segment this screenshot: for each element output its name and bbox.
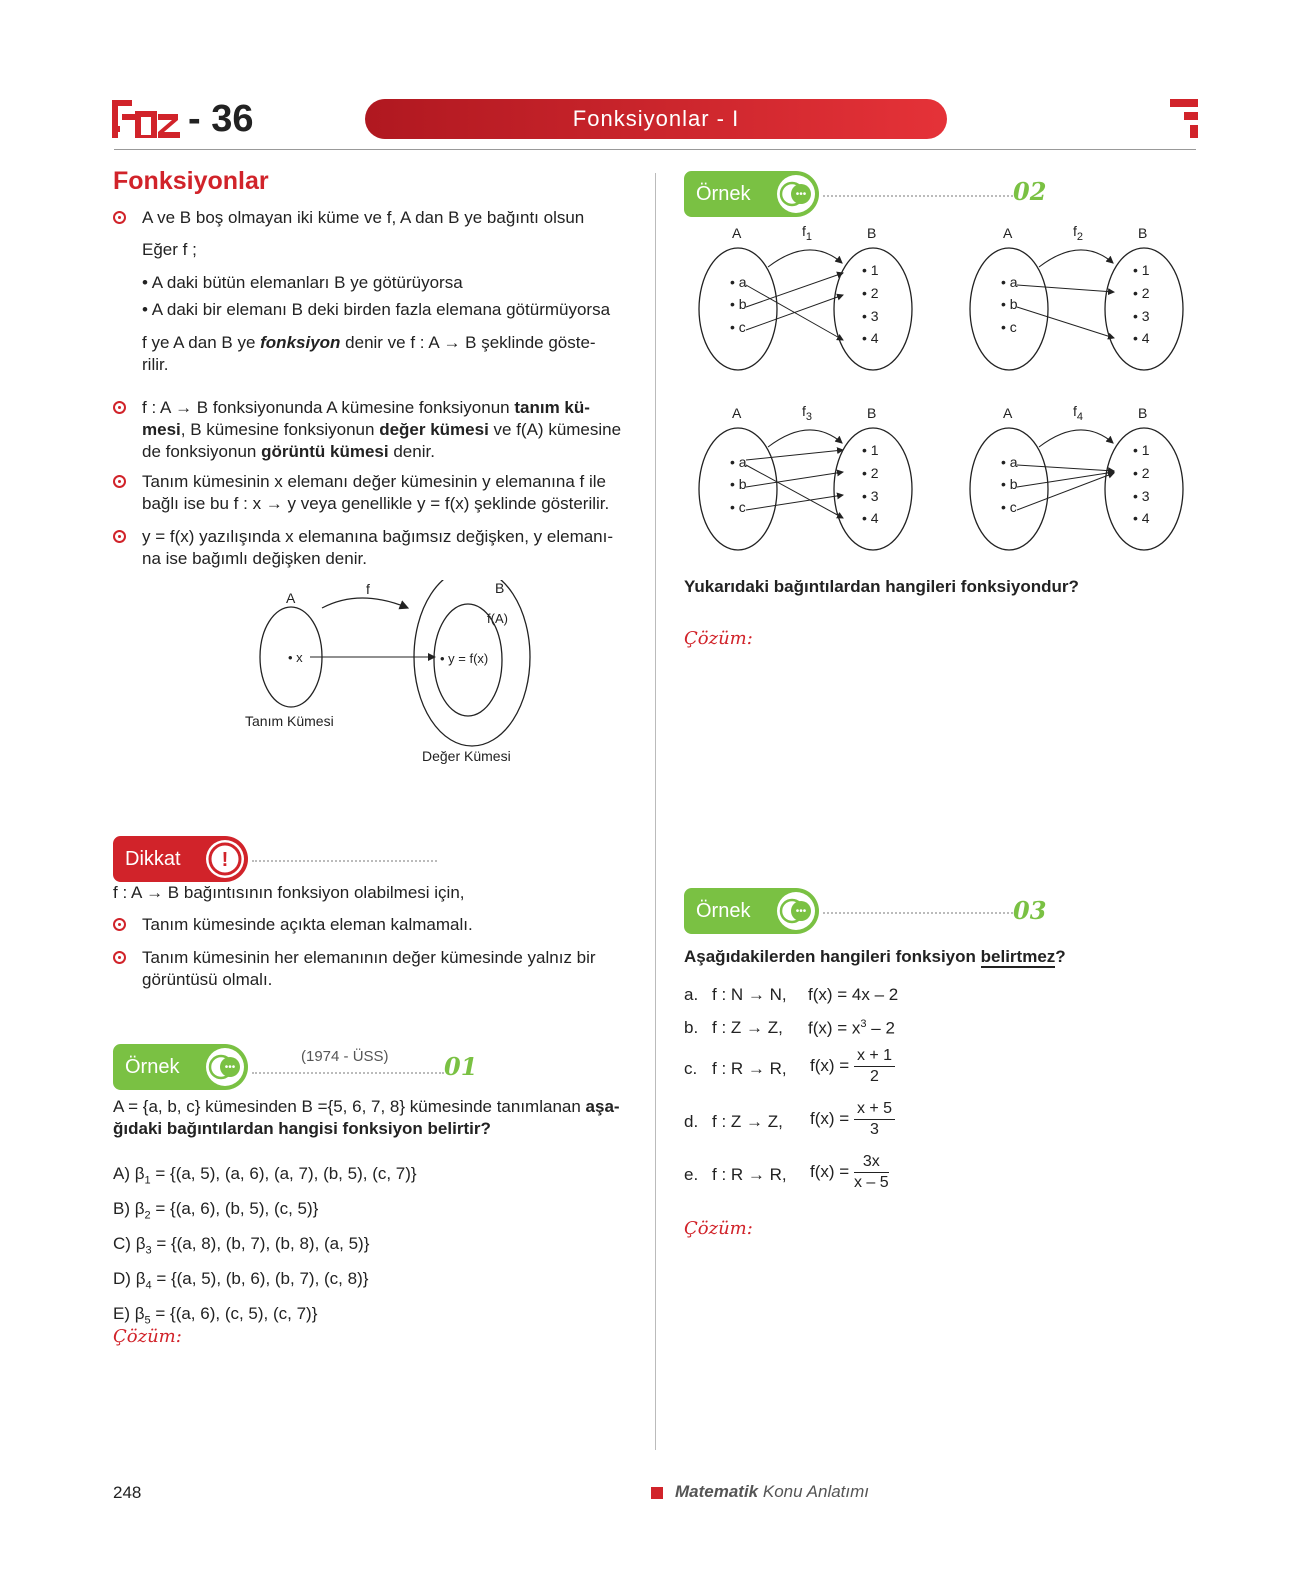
diagram-element-x: • x — [288, 650, 303, 665]
diagram-label-f: f — [366, 581, 370, 597]
bullet-icon — [113, 530, 126, 543]
diagram-f4: A $f_4$ B • a • b • c • 1 • 2 • 3 • 4 — [1001, 403, 1150, 526]
variable-definition: y = f(x) yazılışında x elemanına bağımsız değişken, y elemanı- na ise bağımlı değişken denir. — [142, 527, 614, 568]
diagram-f2: A $f_2$ B • a • b • c • 1 • 2 • 3 • 4 — [1001, 223, 1150, 346]
example-dots — [823, 195, 1013, 197]
svg-text:!: ! — [221, 849, 229, 871]
bullet-icon — [113, 951, 126, 964]
page-number: 248 — [113, 1483, 142, 1502]
header-rule — [114, 149, 1196, 150]
faz-logo — [112, 100, 182, 138]
diagram-f1: A $f_1$ B • a • b • c • 1 • 2 • 3 • 4 — [730, 223, 879, 346]
unit-number: - 36 — [188, 98, 254, 140]
chapter-title: Fonksiyonlar - I — [365, 99, 947, 139]
bullet-icon — [113, 401, 126, 414]
diagram-element-y: • y = f(x) — [440, 651, 489, 666]
dikkat-dots — [252, 860, 437, 862]
svg-text:•••: ••• — [224, 1062, 236, 1073]
function-item[interactable]: d. f : Z → Z, f(x) = $\frac{x + 5}{3}$ — [684, 1099, 984, 1145]
answer-option[interactable]: E) $\beta_5 = \{(a$, 6), (c, 5), (c, 7)} — [113, 1303, 318, 1326]
definition-condition-lead: Eğer f ; — [142, 240, 197, 259]
dikkat-rule-2: Tanım kümesinin her elemanının değer kümesinde yalnız bir görüntüsü olmalı. — [142, 948, 596, 989]
answer-option[interactable]: D) $\beta_4 = \{(a$, 5), (b, 6), (b, 7), (c, 8)} — [113, 1268, 369, 1292]
footer-brand: Matematik Konu Anlatımı — [675, 1482, 870, 1501]
bullet-icon — [113, 475, 126, 488]
diagram-f3: A $f_3$ B • a • b • c • 1 • 2 • 3 • 4 — [730, 403, 879, 526]
dikkat-badge — [113, 836, 248, 882]
warning-icon — [206, 840, 244, 878]
dikkat-intro: f : A → B bağıntısının fonksiyon olabilmesi için, — [113, 883, 465, 902]
example-badge-03 — [684, 888, 819, 934]
definition-condition-2: • A daki bir elemanı B deki birden fazla elemana götürmüyorsa — [142, 300, 611, 319]
chat-bubbles-icon — [777, 175, 815, 213]
answer-options — [113, 1160, 417, 1334]
domain-label: Tanım Kümesi — [245, 713, 334, 729]
diagram-label-fa: f(A) — [487, 611, 508, 626]
domain-range-definition: f : A → B fonksiyonunda A kümesine fonksiyonun tanım kü- mesi, B kümesine fonksiyonun değer kümesi ve f(A) kümesine de fonksiyonun görüntü kümesi denir. — [142, 398, 622, 461]
definition-condition-1: • A daki bütün elemanları B ye götürüyorsa — [142, 273, 463, 292]
svg-text:•••: ••• — [795, 189, 807, 200]
function-item[interactable]: e. f : R → R, f(x) = $\frac{3x}{x - 5}$ — [684, 1153, 889, 1191]
diagram-label-b: B — [495, 580, 505, 596]
example-number: 03 — [1013, 896, 1047, 925]
notation-definition: Tanım kümesinin x elemanı değer kümesinin y elemanına f ile bağlı ise bu f : x → y veya genellikle y = f(x) şeklinde gösterilir. — [142, 472, 610, 513]
column-divider — [655, 173, 656, 1450]
example-label: Örnek — [125, 1056, 180, 1078]
definition-conclusion: f ye A dan B ye fonksiyon denir ve f : A → B şeklinde göste- rilir. — [142, 333, 596, 374]
solution-label: Çözüm: — [113, 1326, 182, 1347]
corner-logo-icon — [1170, 99, 1198, 139]
example-badge-02 — [684, 171, 819, 217]
answer-option[interactable]: A) $\beta_1 = \{(a$, 5), (a, 6), (a, 7), (b, 5), (c, 7)} — [113, 1164, 417, 1187]
example-label: Örnek — [696, 183, 751, 205]
definition-intro: A ve B boş olmayan iki küme ve f, A dan B ye bağıntı olsun — [142, 208, 585, 227]
example-question: Aşağıdakilerden hangileri fonksiyon belirtmez? — [684, 947, 1066, 966]
example-dots — [823, 912, 1013, 914]
example-source: (1974 - ÜSS) — [301, 1048, 389, 1065]
example-badge-01 — [113, 1044, 248, 1090]
diagram-label-a: A — [286, 590, 296, 606]
codomain-label: Değer Kümesi — [422, 748, 511, 764]
solution-label: Çözüm: — [684, 1218, 753, 1239]
chat-bubbles-icon — [206, 1048, 244, 1086]
example-question: A = {a, b, c} kümesinden B ={5, 6, 7, 8} kümesinde tanımlanan aşa- ğıdaki bağıntılardan hangisi fonksiyon belirtir? — [113, 1097, 620, 1138]
solution-label: Çözüm: — [684, 628, 753, 649]
example-number: 02 — [1013, 177, 1047, 206]
answer-option[interactable]: B) $\beta_2 = \{(a$, 6), (b, 5), (c, 5)} — [113, 1198, 319, 1222]
svg-text:•••: ••• — [795, 906, 807, 917]
section-title: Fonksiyonlar — [113, 167, 269, 195]
dikkat-rule-1: Tanım kümesinde açıkta eleman kalmamalı. — [142, 915, 473, 934]
bullet-icon — [113, 211, 126, 224]
example-question: Yukarıdaki bağıntılardan hangileri fonksiyondur? — [684, 577, 1079, 596]
bullet-icon — [113, 918, 126, 931]
example-label: Örnek — [696, 900, 751, 922]
example-dots — [252, 1072, 444, 1074]
chat-bubbles-icon — [777, 892, 815, 930]
answer-option[interactable]: C) $\beta_3 = \{(a$, 8), (b, 7), (b, 8), (a, 5)} — [113, 1233, 370, 1257]
dikkat-label: Dikkat — [125, 848, 181, 870]
footer-square-icon — [651, 1487, 663, 1499]
function-item[interactable]: c. f : R → R, f(x) = $\frac{x + 1}{2}$ — [684, 1046, 984, 1092]
example-number: 01 — [444, 1052, 478, 1081]
